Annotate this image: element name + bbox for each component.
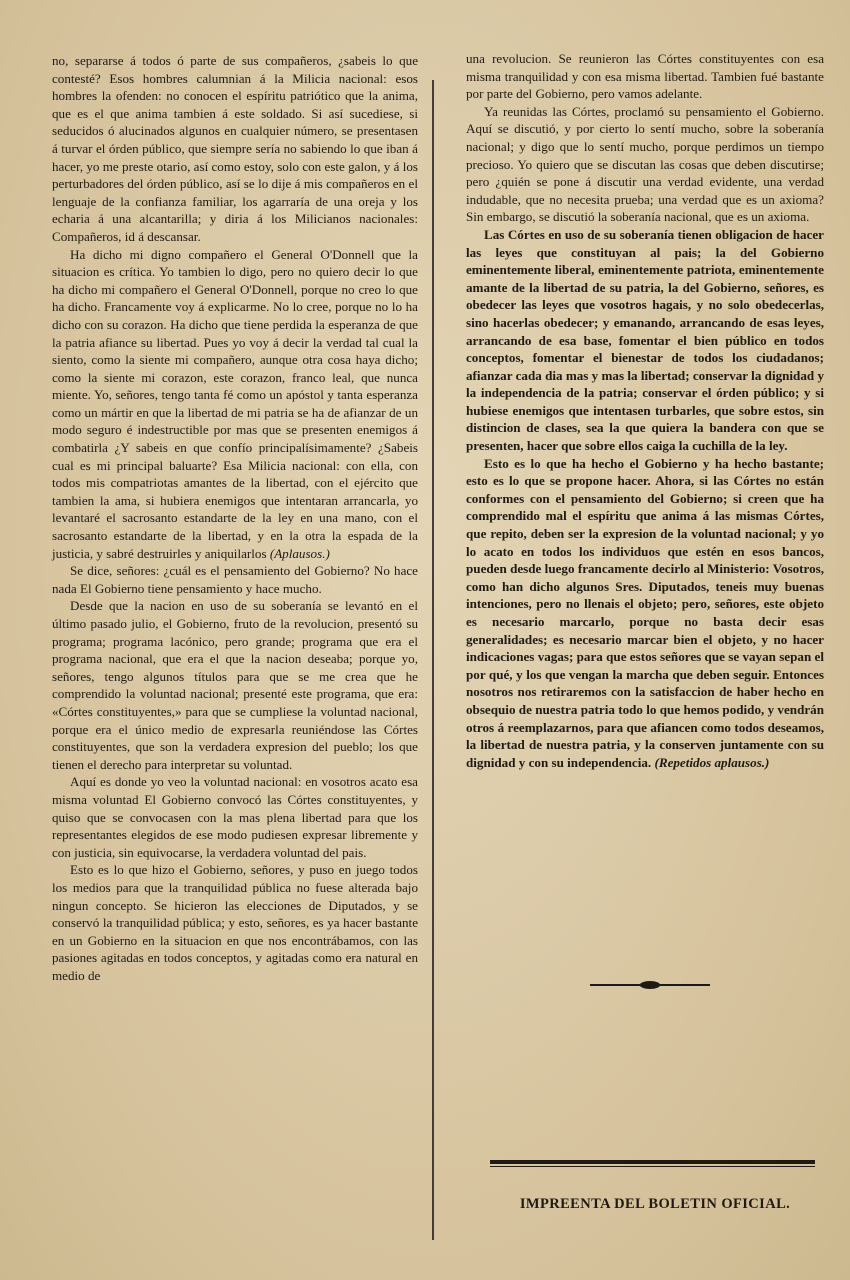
right-column-paragraph [466, 226, 824, 455]
printer-imprint: IMPREENTA DEL BOLETIN OFICIAL. [519, 1196, 791, 1212]
right-column-paragraph [466, 50, 824, 103]
column-divider [432, 80, 434, 1240]
applause-note: (Repetidos aplausos.) [654, 754, 770, 770]
footer-rule [490, 1160, 815, 1164]
paragraph-text: una revolucion. Se reunieron las Córtes constituyentes con esa misma tranquilidad y con esa misma libertad. Tambien fué bastante por parte del Gobierno, pero vamos adelante. [466, 51, 824, 102]
left-column-paragraph [52, 773, 418, 861]
applause-note: (Aplausos.) [269, 545, 330, 561]
footer-rule-thin [490, 1166, 815, 1167]
ornament-divider [590, 978, 710, 992]
paragraph-text: Se dice, señores: ¿cuál es el pensamiento del Gobierno? No hace nada El Gobierno tiene pensamiento y hace mucho. [52, 563, 418, 596]
paragraph-text: Ya reunidas las Córtes, proclamó su pensamiento el Gobierno. Aquí se discutió, y por cierto lo sentí mucho, sobre la soberanía nacional; y digo que lo sentí mucho, porque perdimos un tiempo precioso. Yo quiero que se discutan las cosas que deben discutirse; pero ¿quién se pone á discutir una verdad evidente, una verdad indudable, que no necesita prueba; una verdad que es un axioma? Sin embargo, se discutió la soberanía nacional, que es un axioma. [466, 103, 824, 225]
left-column [52, 52, 418, 984]
left-column-paragraph [52, 246, 418, 563]
paragraph-text: Desde que la nacion en uso de su soberanía se levantó en el último pasado julio, el Gobierno, fruto de la revolucion, presentó su programa; programa lacónico, pero grande; programa que era el programa nacional, que era el que la nacion deseaba; porque yo, señores, tengo algunos títulos para que se me crea que he comprendido la voluntad nacional; presenté este programa, que era: «Córtes constituyentes,» para que se cumpliese la voluntad nacional, porque era el único medio de expresarla reuniéndose las Córtes constituyentes, que son la verdadera expresion del pueblo; los que tienen el derecho para interpretar su voluntad. [52, 598, 418, 772]
right-column [466, 50, 824, 771]
paragraph-text: no, separarse á todos ó parte de sus compañeros, ¿sabeis lo que contesté? Esos hombres calumnian á la Milicia nacional: esos hombres la ofenden: no conocen el espíritu patriótico que la anima, que es el que anima tambien á este soldado. Si así sucediese, si seducidos ó alucinados algunos en cualquier número, se presentasen á turvar el órden público, que siempre sería no sabiendo lo que iban á hacer, yo me preste otario, así como estoy, solo con este galon, y á los perturbadores del órden público, así se lo dije á mis compañeros en el lenguaje de la confianza familiar, los agarraría de una oreja y los echaria á una alcantarilla; y diria á los Milicianos nacionales: Compañeros, id á descansar. [52, 53, 418, 244]
paragraph-text: Ha dicho mi digno compañero el General O'Donnell que la situacion es crítica. Yo tambien lo digo, pero no quiero decir lo que ha dicho mi compañero el General O'Donnell, porque no creo lo que ha dicho. Francamente voy á explicarme. No lo cree, porque no lo ha dicho con su corazon. Ha dicho que tiene perdida la esperanza de que la patria afiance su libertad. Pues yo voy á decir la verdad tal cual la siento, como la siente mi compañero, aunque otra cosa haya dicho; como la siente mi corazon, este corazon, franco leal, que nunca miente. Yo, señores, tengo tanta fé como un apóstol y tanta esperanza como un mártir en que la libertad de mi patria se ha de afianzar de un modo seguro é indestructible por mas que se presenten enemigos á combatirla ¿Y sabeis en que confío principalísimamente? ¿Sabeis cual es mi principal baluarte? Esa Milicia nacional: con ella, con todos mis compatriotas amantes de la libertad, con el ejército que tambien la ama, si hubiera enemigos que intentaran arrancarla, yo levantaré el sacrosanto estandarte de la ley en una mano, con el sacrosanto estandarte de la libertad, y en la otra la espada de la justicia, y sabré destruirles y aniquilarlos [52, 246, 418, 561]
left-column-paragraph [52, 861, 418, 984]
right-column-paragraph [466, 103, 824, 226]
left-column-paragraph [52, 52, 418, 246]
right-column-paragraph [466, 455, 824, 772]
paragraph-text: Esto es lo que ha hecho el Gobierno y ha hecho bastante; esto es lo que se propone hacer. Ahora, si las Córtes no están conformes con el pensamiento del Gobierno; si creen que ha comprendido mal el espíritu que anima á las mismas Córtes, que repito, deben ser la expresion de la voluntad nacional; y yo lo acato en todos los individuos que estén en esos bancos, pueden desde luego francamente decirlo al Ministerio: Vosotros, como han dicho algunos Sres. Diputados, teneis muy buenas intenciones, pero no llenais el objeto; pero, señores, este objeto es necesario marcarlo, porque no basta decir esas generalidades; es necesario marcar bien el objeto, y no hacer indicaciones vagas; para que estos señores que se vayan sepan el por qué, y los que vengan la marcha que deben seguir. Entonces nosotros nos retiraremos con la satisfaccion de haber hecho en obsequio de nuestra patria todo lo que hemos podido, y vendrán otros á reemplazarnos, para que afiancen como todos deseamos, la libertad de nuestra patria, y la conserven juntamente con su dignidad y con su independencia. [466, 455, 824, 770]
paragraph-text: Las Córtes en uso de su soberanía tienen obligacion de hacer las leyes que constituyan al pais; la del Gobierno eminentemente liberal, eminentemente patriota, eminentemente amante de la libertad de su patria, la del Gobierno, señores, es obedecer las leyes que vosotros hagais, y no solo obedecerlas, sino hacerlas obedecer; y emanando, arrancando de esas leyes, arrancando de esa base, fomentar el bien público en todos conceptos, fomentar el bienestar de todos los ciudadanos; afianzar cada dia mas y mas la libertad; conservar la dignidad y la independencia de la patria; conservar el órden público; y si hubiese enemigos que intentasen turbarles, que sobre estos, sin distincion de clases, sea la que quiera la bandera con que se presenten, hacer que sobre ellos caiga la cuchilla de la ley. [466, 226, 824, 454]
left-column-paragraph [52, 562, 418, 597]
paragraph-text: Esto es lo que hizo el Gobierno, señores, y puso en juego todos los medios para que la tranquilidad pública no fuese alterada bajo ningun concepto. Se hicieron las elecciones de Diputados, y se conservó la tranquilidad pública; y esto, señores, es ya hacer bastante en un Gobierno en la situacion en que nos encontrábamos, con las pasiones agitadas en todos conceptos, y agitadas como era natural en medio de [52, 862, 418, 983]
left-column-paragraph [52, 597, 418, 773]
paragraph-text: Aquí es donde yo veo la voluntad nacional: en vosotros acato esa misma voluntad El Gobierno convocó las Córtes constituyentes, y quiso que se convocasen con la mas plena libertad para que los representantes elegidos de ese modo pudiesen expresar libremente y con justicia, sin equivocarse, la verdadera voluntad del pais. [52, 774, 418, 860]
